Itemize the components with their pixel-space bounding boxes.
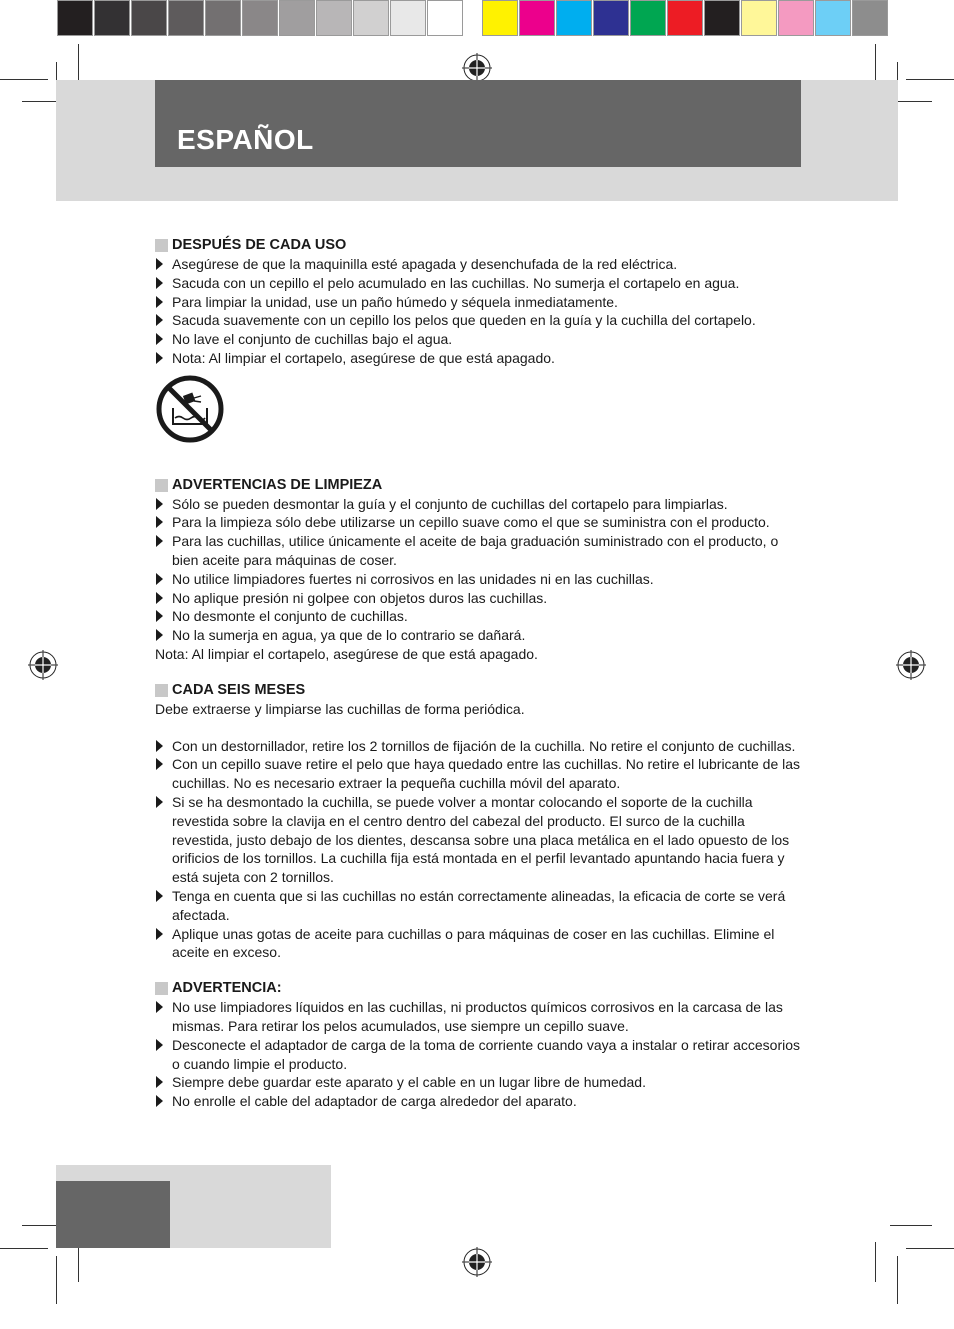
bullet-list [155,495,801,645]
bullet-arrow-icon [156,629,163,641]
title-box [155,80,801,167]
color-swatch [741,0,777,36]
no-water-immersion-icon [155,374,225,444]
color-swatch [815,0,851,36]
grayscale-color-bar [57,0,464,38]
footer-page-tab [56,1181,170,1248]
list-item: Si se ha desmontado la cuchilla, se puede volver a montar colocando el soporte de la cuchilla revestida sobre la clavija en el centro dentro del cabezal del producto. El surco de la cuchilla revestida, justo debajo de los dientes, descansa sobre una placa metálica en el lado opuesto de los orificios de los tornillos. La cuchilla fija está montada en el perfil levantado apuntando hacia fuera y está sujeta con 2 tornillos. [155,793,801,887]
list-item: Para las cuchillas, utilice únicamente el aceite de baja graduación suministrado con el producto, o bien aceite para máquinas de coser. [155,532,801,570]
crop-mark [906,79,954,80]
list-item: No utilice limpiadores fuertes ni corrosivos en las unidades ni en las cuchillas. [155,570,801,589]
bullet-arrow-icon [156,740,163,752]
bullet-arrow-icon [156,890,163,902]
color-swatch [704,0,740,36]
bullet-list [155,255,801,368]
bullet-arrow-icon [156,498,163,510]
list-item: Tenga en cuenta que si las cuchillas no están correctamente alineadas, la eficacia de corte se verá afectada. [155,887,801,925]
bullet-list [155,737,801,963]
bullet-arrow-icon [156,516,163,528]
crop-mark [56,1256,57,1304]
registration-mark-icon [462,1247,492,1277]
crop-mark [890,1225,932,1226]
list-item: Con un cepillo suave retire el pelo que haya quedado entre las cuchillas. No retire el lubricante de las cuchillas. No es necesario extraer la pequeña cuchilla móvil del aparato. [155,755,801,793]
color-swatch [593,0,629,36]
section-every-six-months [155,681,801,962]
bullet-arrow-icon [156,1039,163,1051]
section-heading-text: ADVERTENCIAS DE LIMPIEZA [172,476,383,493]
bullet-arrow-icon [156,758,163,770]
color-swatch [519,0,555,36]
bullet-arrow-icon [156,1001,163,1013]
list-item: Siempre debe guardar este aparato y el cable en un lugar libre de humedad. [155,1073,801,1092]
section-warning [155,979,801,1111]
bullet-arrow-icon [156,277,163,289]
bullet-arrow-icon [156,1095,163,1107]
color-swatch [667,0,703,36]
section-after-each-use [155,236,801,459]
section-heading [155,979,801,998]
crop-mark [897,1256,898,1304]
section-heading-text: ADVERTENCIA: [172,980,282,997]
section-heading [155,236,801,255]
color-swatch [205,0,241,36]
bullet-arrow-icon [156,573,163,585]
list-item: No use limpiadores líquidos en las cuchillas, ni productos químicos corrosivos en la carcasa de las mismas. Para retirar los pelos acumulados, use siempre un cepillo suave. [155,998,801,1036]
section-heading [155,476,801,495]
color-swatch [630,0,666,36]
bullet-arrow-icon [156,610,163,622]
registration-mark-icon [462,53,492,83]
list-item: Para la limpieza sólo debe utilizarse un cepillo suave como el que se suministra con el producto. [155,513,801,532]
bullet-arrow-icon [156,314,163,326]
crop-mark [0,79,48,80]
crop-mark [78,1242,79,1282]
registration-mark-icon [896,650,926,680]
intro-text: Debe extraerse y limpiarse las cuchillas de forma periódica. [155,700,525,717]
bullet-arrow-icon [156,928,163,940]
bullet-arrow-icon [156,535,163,547]
color-swatch [852,0,888,36]
list-item: No aplique presión ni golpee con objetos duros las cuchillas. [155,589,801,608]
list-item: No desmonte el conjunto de cuchillas. [155,607,801,626]
color-swatch [482,0,518,36]
bullet-arrow-icon [156,592,163,604]
registration-mark-icon [28,650,58,680]
list-item: Nota: Al limpiar el cortapelo, asegúrese de que está apagado. [155,349,801,368]
list-item: Asegúrese de que la maquinilla esté apagada y desenchufada de la red eléctrica. [155,255,801,274]
list-item: Aplique unas gotas de aceite para cuchillas o para máquinas de coser en las cuchillas. Elimine el aceite en exceso. [155,925,801,963]
section-heading [155,681,801,700]
bullet-list [155,998,801,1111]
list-item: Con un destornillador, retire los 2 tornillos de fijación de la cuchilla. No retire el conjunto de cuchillas. [155,737,801,756]
list-item: Sacuda suavemente con un cepillo los pelos que queden en la guía y la cuchilla del cortapelo. [155,311,801,330]
color-swatch [242,0,278,36]
heading-square-icon [155,239,168,252]
crop-mark [875,1242,876,1282]
heading-square-icon [155,684,168,697]
color-swatch [316,0,352,36]
heading-square-icon [155,982,168,995]
note-text: Nota: Al limpiar el cortapelo, asegúrese de que está apagado. [155,645,538,662]
color-swatch [556,0,592,36]
bullet-arrow-icon [156,258,163,270]
main-content [155,236,801,1128]
crop-mark [906,1248,954,1249]
color-swatch [131,0,167,36]
bullet-arrow-icon [156,796,163,808]
list-item: No la sumerja en agua, ya que de lo contrario se dañará. [155,626,801,645]
bullet-arrow-icon [156,1076,163,1088]
color-swatch [390,0,426,36]
color-swatch [94,0,130,36]
color-swatch [168,0,204,36]
crop-mark [0,1248,48,1249]
page-title: ESPAÑOL [177,124,314,155]
color-swatch [353,0,389,36]
list-item: Sacuda con un cepillo el pelo acumulado en las cuchillas. No sumerja el cortapelo en agua. [155,274,801,293]
color-swatch [778,0,814,36]
color-swatch [57,0,93,36]
bullet-arrow-icon [156,333,163,345]
color-swatch [279,0,315,36]
list-item: Desconecte el adaptador de carga de la toma de corriente cuando vaya a instalar o retirar accesorios o cuando limpie el producto. [155,1036,801,1074]
list-item: Para limpiar la unidad, use un paño húmedo y séquela inmediatamente. [155,293,801,312]
heading-square-icon [155,479,168,492]
color-swatch [427,0,463,36]
process-color-bar [482,0,889,38]
section-heading-text: DESPUÉS DE CADA USO [172,237,347,254]
list-item: No enrolle el cable del adaptador de carga alrededor del aparato. [155,1092,801,1111]
bullet-arrow-icon [156,296,163,308]
list-item: No lave el conjunto de cuchillas bajo el agua. [155,330,801,349]
section-cleaning-warnings [155,476,801,664]
list-item: Sólo se pueden desmontar la guía y el conjunto de cuchillas del cortapelo para limpiarlas. [155,495,801,514]
bullet-arrow-icon [156,352,163,364]
section-heading-text: CADA SEIS MESES [172,681,306,698]
